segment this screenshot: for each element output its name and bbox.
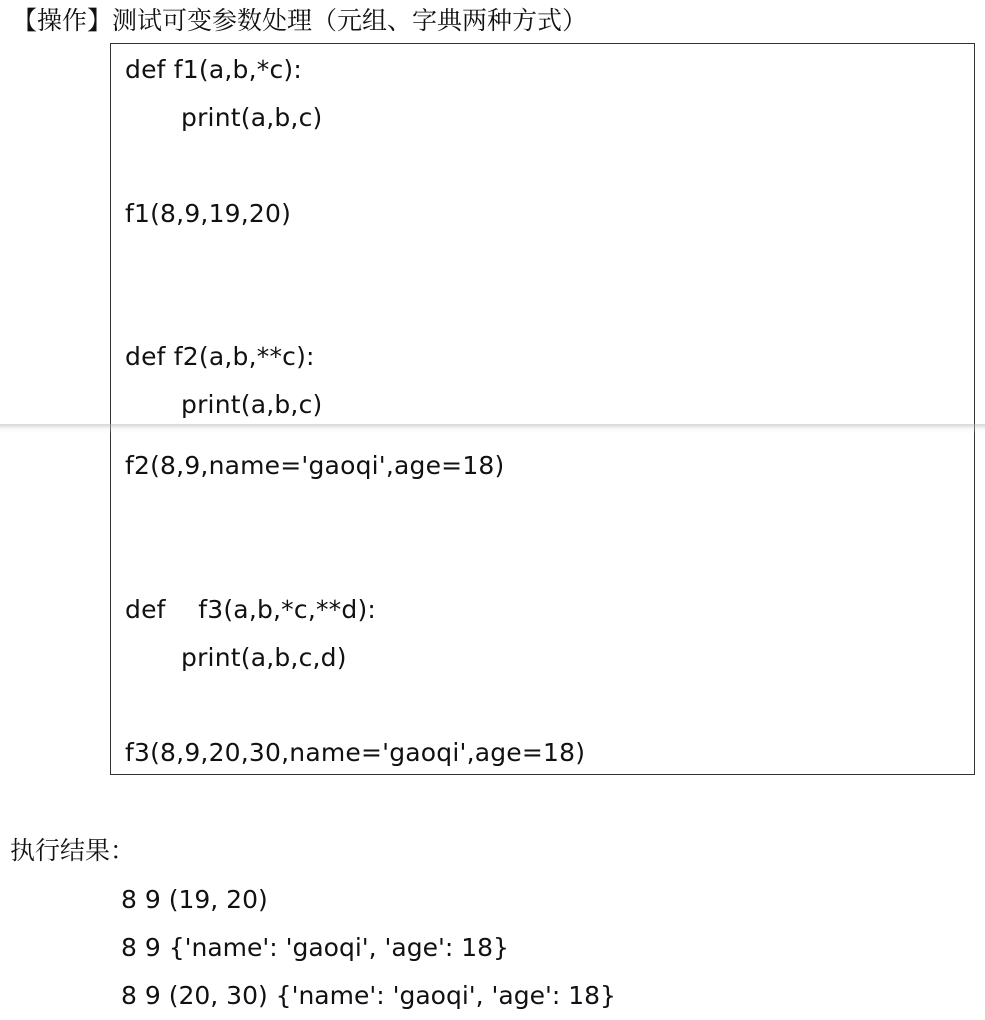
code-line: def f1(a,b,*c): — [125, 55, 302, 84]
output-line: 8 9 (20, 30) {'name': 'gaoqi', 'age': 18} — [121, 981, 616, 1010]
output-line: 8 9 {'name': 'gaoqi', 'age': 18} — [121, 933, 509, 962]
code-line: f2(8,9,name='gaoqi',age=18) — [125, 451, 505, 480]
code-line: def f2(a,b,**c): — [125, 342, 315, 371]
code-line: f3(8,9,20,30,name='gaoqi',age=18) — [125, 738, 586, 767]
operation-heading: 【操作】测试可变参数处理（元组、字典两种方式） — [12, 6, 588, 35]
code-line: print(a,b,c) — [181, 390, 323, 419]
page-seam — [0, 424, 985, 434]
code-line: def f3(a,b,*c,**d): — [125, 595, 377, 624]
code-line: print(a,b,c) — [181, 103, 323, 132]
code-line: print(a,b,c,d) — [181, 643, 347, 672]
code-line: f1(8,9,19,20) — [125, 199, 292, 228]
result-label: 执行结果： — [10, 836, 136, 865]
output-line: 8 9 (19, 20) — [121, 885, 268, 914]
